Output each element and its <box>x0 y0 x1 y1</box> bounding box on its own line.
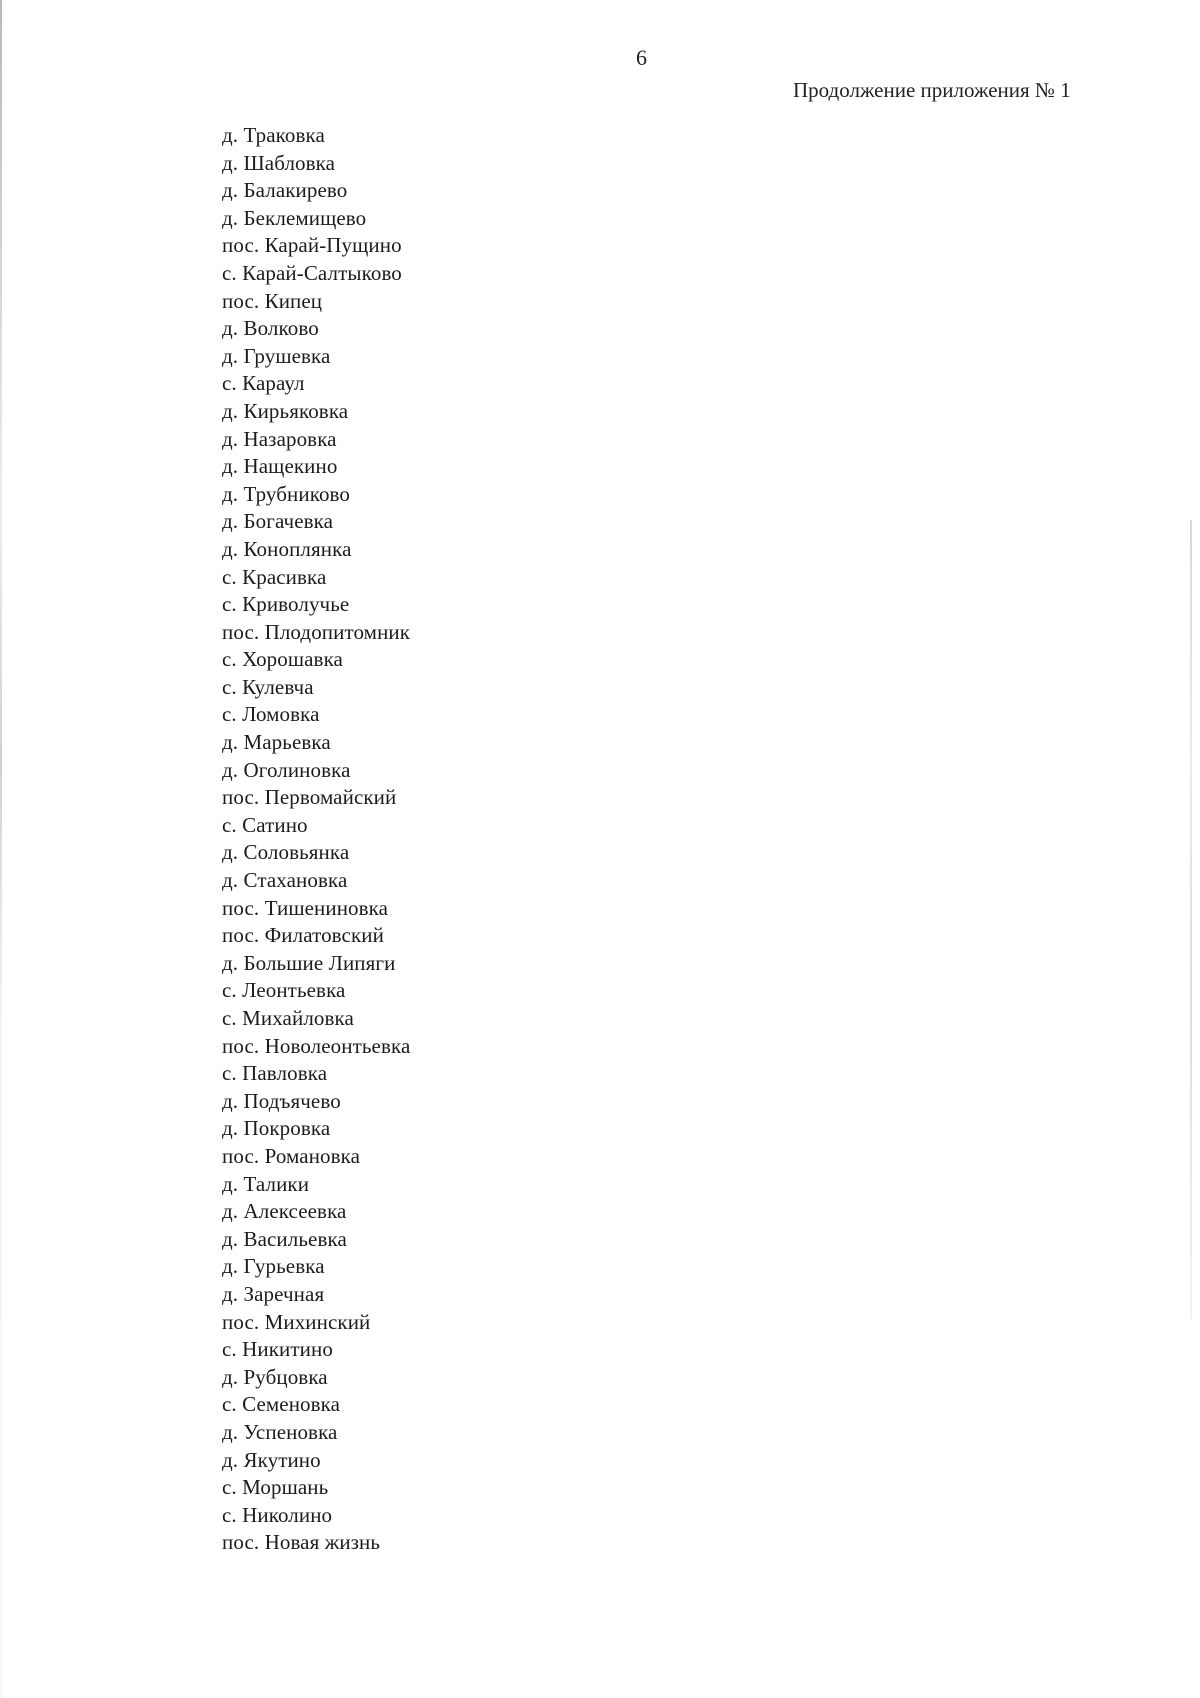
settlement-item: д. Назаровка <box>222 426 337 451</box>
settlement-item: с. Михайловка <box>222 1006 354 1030</box>
settlement-item: д. Коноплянка <box>222 536 352 561</box>
page-number: 6 <box>636 45 647 70</box>
settlement-item: с. Караул <box>222 371 305 396</box>
annex-continuation-title: Продолжение приложения № 1 <box>793 78 1071 102</box>
settlement-item: д. Волково <box>222 316 319 341</box>
settlement-item: пос. Филатовский <box>222 923 384 948</box>
settlement-item: д. Беклемищево <box>222 205 367 230</box>
settlement-item: д. Грушевка <box>222 343 331 368</box>
settlement-item: д. Большие Липяги <box>222 950 396 975</box>
settlement-item: пос. Романовка <box>222 1143 361 1168</box>
settlement-item: д. Траковка <box>222 123 325 147</box>
settlement-item: д. Балакирево <box>222 178 348 203</box>
settlement-item: пос. Первомайский <box>222 785 397 810</box>
settlement-item: пос. Тишениновка <box>222 895 389 920</box>
settlement-list <box>222 122 410 1557</box>
settlement-item: д. Соловьянка <box>222 840 350 865</box>
settlement-item: д. Оголиновка <box>222 757 351 782</box>
settlement-item: д. Якутино <box>222 1447 321 1472</box>
settlement-item: с. Семеновка <box>222 1392 341 1417</box>
settlement-item: пос. Михинский <box>222 1309 371 1334</box>
settlement-item: с. Николино <box>222 1502 333 1527</box>
settlement-item: с. Леонтьевка <box>222 978 346 1003</box>
settlement-item: с. Карай-Салтыково <box>222 260 402 285</box>
settlement-item: д. Васильевка <box>222 1226 347 1251</box>
settlement-item: д. Алексеевка <box>222 1199 347 1224</box>
settlement-item: д. Гурьевка <box>222 1254 325 1279</box>
settlement-item: пос. Новая жизнь <box>222 1530 381 1555</box>
settlement-item: д. Нащекино <box>222 454 338 479</box>
settlement-item: д. Стахановка <box>222 868 348 893</box>
settlement-item: пос. Карай-Пущино <box>222 233 402 258</box>
settlement-item: д. Шабловка <box>222 150 336 175</box>
settlement-item: д. Марьевка <box>222 730 331 755</box>
settlement-item: пос. Новолеонтьевка <box>222 1033 411 1058</box>
settlement-item: с. Кулевча <box>222 674 314 699</box>
settlement-item: д. Успеновка <box>222 1419 338 1444</box>
settlement-item: д. Кирьяковка <box>222 398 349 423</box>
settlement-item: д. Талики <box>222 1171 310 1196</box>
settlement-item: д. Подъячево <box>222 1088 341 1113</box>
settlement-item: д. Трубниково <box>222 481 351 506</box>
settlement-item: с. Красивка <box>222 564 327 589</box>
scan-edge-right <box>1190 520 1192 1320</box>
settlement-item: с. Павловка <box>222 1061 328 1086</box>
settlement-item: д. Богачевка <box>222 509 334 534</box>
settlement-item: с. Никитино <box>222 1337 333 1362</box>
settlement-item: с. Ломовка <box>222 702 320 727</box>
settlement-item: д. Покровка <box>222 1116 331 1141</box>
settlement-item: с. Сатино <box>222 812 308 837</box>
settlement-item: с. Криволучье <box>222 592 350 617</box>
scan-edge-left <box>0 0 2 1698</box>
settlement-item: с. Хорошавка <box>222 647 343 672</box>
settlement-item: пос. Плодопитомник <box>222 619 411 644</box>
settlement-item: д. Заречная <box>222 1281 325 1306</box>
settlement-item: пос. Кипец <box>222 288 323 313</box>
settlement-item: д. Рубцовка <box>222 1364 328 1389</box>
settlement-item: с. Моршань <box>222 1475 329 1500</box>
